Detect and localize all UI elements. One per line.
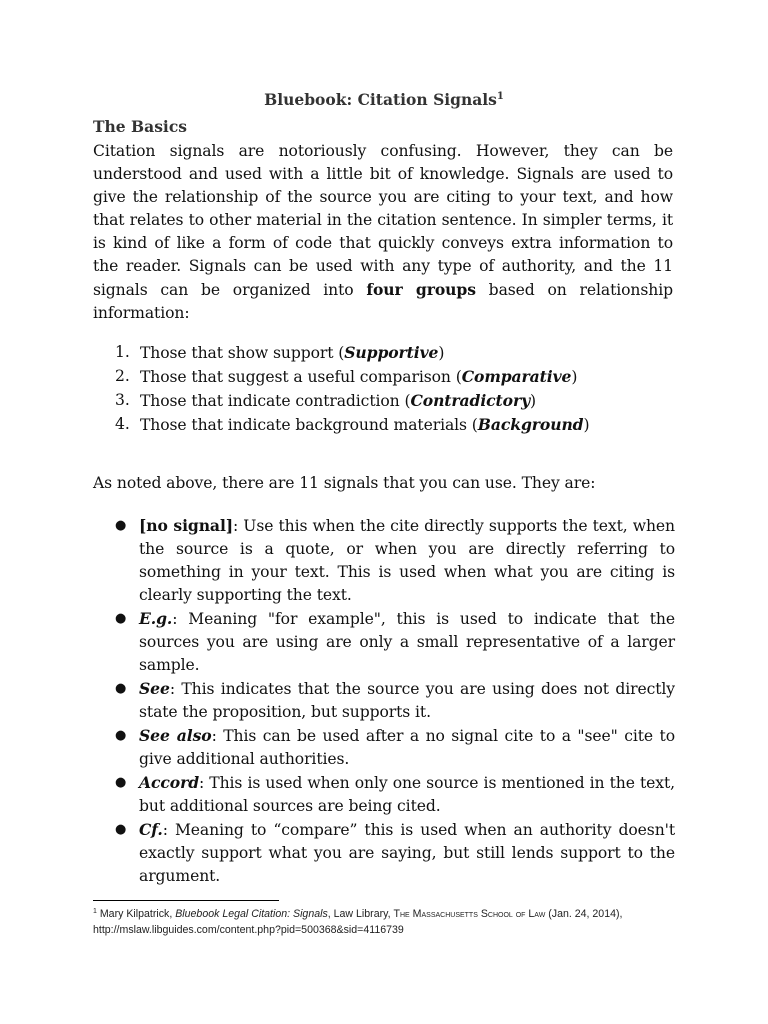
intro-line: give the relationship of the source you are citing to your text, and how [93,188,673,206]
list-item [113,677,675,724]
item-text: Those that indicate background materials ( [140,416,478,434]
intro-line: the reader. Signals can be used with any type of authority, and the 11 [93,257,673,275]
signals-intro: As noted above, there are 11 signals that you can use. They are: [93,474,596,492]
intro-paragraph [93,140,673,325]
bullet-icon: ● [115,822,127,837]
bullet-icon: ● [115,775,127,790]
signal-term: Accord [139,773,200,792]
list-item [115,341,675,365]
item-close: ) [438,344,445,362]
footnote-date-url[interactable]: (Jan. 24, 2014), http://mslaw.libguides.com/content.php?pid=500368&sid=4116739 [93,908,623,936]
footnote-mark: 1 [93,908,97,915]
intro-bold-text: four groups [366,280,476,299]
bullet-icon: ● [115,681,127,696]
intro-line: understood and used with a little bit of knowledge. Signals are used to [93,165,673,183]
intro-line [93,278,673,302]
list-item [113,818,675,888]
item-number: 2. [115,367,130,385]
item-close: ) [583,416,590,434]
list-item [113,514,675,607]
list-item [115,389,675,413]
signal-term: E.g. [139,609,173,628]
list-item [115,413,675,437]
intro-line: Citation signals are notoriously confusing. However, they can be [93,142,673,160]
signal-desc: : Use this when the cite directly supports the text, when the source is a quote, or when you are directly referring to something in your text. This is used when what you are citing is clearly supporting the text. [139,517,675,604]
title-footnote-mark[interactable]: 1 [496,91,504,102]
intro-line: information: [93,304,190,322]
intro-text: signals can be organized into [93,281,367,299]
footnote-publisher-prefix: , Law Library, [327,908,394,920]
signal-term: [no signal] [139,516,234,535]
bullet-icon: ● [115,518,127,533]
intro-text: based on relationship [475,281,673,299]
intro-line: that relates to other material in the citation sentence. In simpler terms, it [93,211,673,229]
intro-line: is kind of like a form of code that quickly conveys extra information to [93,234,673,252]
item-term: Supportive [344,343,439,362]
item-number: 1. [115,343,130,361]
signal-desc: : Meaning "for example", this is used to indicate that the sources you are using are only a small representative of a larger sample. [139,610,675,674]
item-close: ) [530,392,537,410]
signal-desc: : This indicates that the source you are using does not directly state the proposition, but supports it. [139,680,675,721]
list-item [113,771,675,818]
item-number: 4. [115,415,130,433]
footnote-author: Mary Kilpatrick, [99,908,176,920]
signal-desc: : This can be used after a no signal cite to a "see" cite to give additional authorities. [139,727,675,768]
signal-term: Cf. [139,820,163,839]
bullet-icon: ● [115,611,127,626]
signal-term: See also [139,726,212,745]
list-item [113,607,675,677]
list-item [115,365,675,389]
item-term: Contradictory [410,391,531,410]
item-term: Background [477,415,584,434]
item-text: Those that show support ( [140,344,345,362]
bullet-icon: ● [115,728,127,743]
signal-term: See [139,679,170,698]
title-text: Bluebook: Citation Signals [264,90,497,109]
signals-list [113,514,675,888]
item-term: Comparative [461,367,572,386]
page-title [0,90,768,109]
footnote-separator [93,900,279,901]
item-close: ) [571,368,578,386]
item-number: 3. [115,391,130,409]
item-text: Those that indicate contradiction ( [140,392,411,410]
list-item [113,724,675,771]
item-text: Those that suggest a useful comparison ( [140,368,462,386]
signal-groups-list [115,341,675,437]
signal-desc: : Meaning to “compare” this is used when an authority doesn't exactly support what you are saying, but still lends support to the argument. [139,821,675,885]
section-heading: The Basics [93,117,187,136]
footnote [93,904,683,938]
footnote-publisher: The Massachusetts School of Law [393,908,546,920]
signal-desc: : This is used when only one source is mentioned in the text, but additional sources are being cited. [139,774,675,815]
footnote-work: Bluebook Legal Citation: Signals [175,908,328,920]
